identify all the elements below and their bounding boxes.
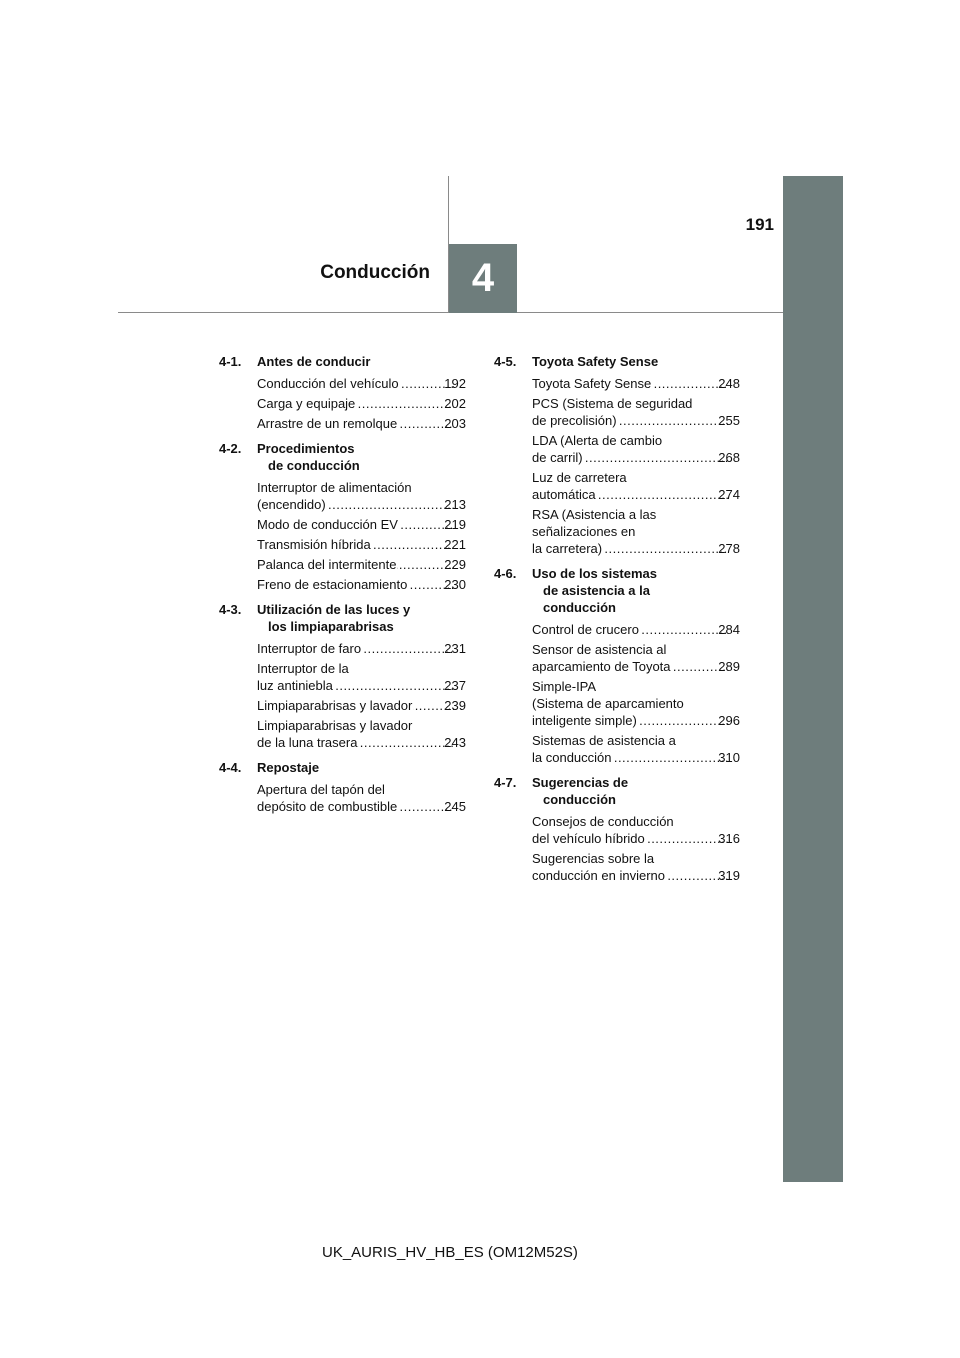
toc-entry-page: 192 — [444, 376, 466, 391]
toc-entry-text: automática — [532, 487, 596, 502]
toc-section — [219, 601, 466, 751]
toc-entry-text: PCS (Sistema de seguridad — [532, 396, 693, 411]
toc-entry-text: Consejos de conducción — [532, 814, 674, 829]
page-number: 191 — [745, 215, 774, 234]
toc-entry-text: Freno de estacionamiento — [257, 577, 408, 592]
toc-section-number: 4-4. — [219, 760, 242, 775]
toc-entry[interactable] — [257, 536, 466, 553]
toc-entry-text: Interruptor de la — [257, 661, 349, 676]
toc-entry-text: Sugerencias sobre la — [532, 851, 655, 866]
toc-entry-page: 319 — [718, 868, 740, 883]
toc-entry-text: inteligente simple) — [532, 713, 637, 728]
toc-entry-page: 278 — [718, 541, 740, 556]
toc-section-title: Utilización de las luces y los limpiaparabrisas — [257, 602, 411, 634]
toc-entry[interactable] — [257, 660, 466, 694]
toc-entry-page: 310 — [718, 750, 740, 765]
toc-section-number: 4-6. — [494, 566, 517, 581]
toc-dot-leader — [334, 677, 454, 694]
toc-entry-page: 237 — [444, 678, 466, 693]
toc-entry-text: Simple-IPA — [532, 679, 597, 694]
toc-section-number: 4-1. — [219, 354, 242, 369]
toc-entry-text: depósito de combustible — [257, 799, 398, 814]
toc-dot-leader — [640, 621, 728, 638]
toc-entry-text: conducción en invierno — [532, 868, 665, 883]
toc-dot-leader — [646, 830, 729, 847]
toc-entry[interactable] — [532, 678, 740, 729]
toc-entry[interactable] — [257, 516, 466, 533]
toc-entry-text: de la luna trasera — [257, 735, 358, 750]
toc-column-right — [494, 353, 740, 892]
toc-entry-text: Conducción del vehículo — [257, 376, 399, 391]
toc-entry[interactable] — [257, 375, 466, 392]
toc-section — [494, 774, 740, 884]
toc-dot-leader — [584, 449, 729, 466]
toc-entry-page: 239 — [444, 698, 466, 713]
toc-entry-text: (Sistema de aparcamiento — [532, 696, 684, 711]
toc-entry[interactable] — [532, 813, 740, 847]
toc-entry-text: de precolisión) — [532, 413, 617, 428]
toc-entry-page: 213 — [444, 497, 466, 512]
toc-section-heading[interactable] — [219, 353, 466, 370]
toc-dot-leader — [356, 395, 454, 412]
toc-entry[interactable] — [257, 479, 466, 513]
toc-entry-text: RSA (Asistencia a las — [532, 507, 657, 522]
toc-section-title: Sugerencias de conducción — [532, 775, 629, 807]
toc-entry[interactable] — [257, 415, 466, 432]
toc-entry[interactable] — [532, 641, 740, 675]
toc-entry-page: 296 — [718, 713, 740, 728]
toc-section — [219, 440, 466, 593]
toc-entry-text: señalizaciones en — [532, 524, 636, 539]
toc-entry-page: 316 — [718, 831, 740, 846]
toc-entry-page: 231 — [444, 641, 466, 656]
toc-entry[interactable] — [532, 850, 740, 884]
toc-dot-leader — [362, 640, 454, 657]
toc-entry-text: luz antiniebla — [257, 678, 333, 693]
toc-entry-text: LDA (Alerta de cambio — [532, 433, 663, 448]
toc-entry[interactable] — [532, 469, 740, 503]
toc-entry[interactable] — [257, 640, 466, 657]
toc-entry-page: 229 — [444, 557, 466, 572]
toc-section-heading[interactable] — [219, 440, 466, 474]
toc-entry-text: Palanca del intermitente — [257, 557, 397, 572]
chapter-number-box — [449, 244, 517, 313]
toc-dot-leader — [603, 540, 728, 557]
toc-entry[interactable] — [532, 506, 740, 557]
toc-entry[interactable] — [257, 556, 466, 573]
toc-section-heading[interactable] — [219, 601, 466, 635]
toc-entry-page: 284 — [718, 622, 740, 637]
toc-section-title: Toyota Safety Sense — [532, 354, 659, 369]
toc-section-heading[interactable] — [219, 759, 466, 776]
toc-section-title: Uso de los sistemas de asistencia a la conducción — [532, 566, 657, 615]
toc-entry-text: Sensor de asistencia al — [532, 642, 667, 657]
toc-section-heading[interactable] — [494, 353, 740, 370]
toc-entry[interactable] — [257, 717, 466, 751]
chapter-number: 4 — [471, 256, 495, 300]
toc-entry-page: 243 — [444, 735, 466, 750]
toc-entry[interactable] — [532, 621, 740, 638]
toc-entry-page: 221 — [444, 537, 466, 552]
toc-entry-text: (encendido) — [257, 497, 326, 512]
toc-column-left — [219, 353, 466, 823]
toc-entry-text: Carga y equipaje — [257, 396, 356, 411]
toc-entry-page: 219 — [444, 517, 466, 532]
toc-dot-leader — [618, 412, 729, 429]
toc-entry[interactable] — [257, 576, 466, 593]
chapter-title: Conducción — [320, 262, 430, 283]
toc-dot-leader — [597, 486, 729, 503]
toc-section-number: 4-2. — [219, 441, 242, 456]
toc-entry-text: Interruptor de faro — [257, 641, 362, 656]
toc-section-title: Repostaje — [257, 760, 320, 775]
toc-entry-text: la carretera) — [532, 541, 603, 556]
toc-entry-text: Limpiaparabrisas y lavador — [257, 698, 413, 713]
toc-dot-leader — [358, 734, 454, 751]
toc-entry-text: Control de crucero — [532, 622, 639, 637]
toc-entry-text: la conducción — [532, 750, 612, 765]
toc-entry[interactable] — [257, 395, 466, 412]
toc-entry-text: de carril) — [532, 450, 583, 465]
toc-section — [219, 759, 466, 815]
toc-entry-page: 274 — [718, 487, 740, 502]
toc-entry-page: 202 — [444, 396, 466, 411]
toc-entry-page: 255 — [718, 413, 740, 428]
toc-section — [494, 565, 740, 766]
toc-entry-page: 248 — [718, 376, 740, 391]
toc-entry-page: 230 — [444, 577, 466, 592]
document-footer: UK_AURIS_HV_HB_ES (OM12M52S) — [322, 1244, 578, 1261]
toc-entry-page: 268 — [718, 450, 740, 465]
toc-section-title: Procedimientos de conducción — [257, 441, 360, 473]
toc-entry-text: Apertura del tapón del — [257, 782, 385, 797]
toc-entry[interactable] — [532, 732, 740, 766]
toc-entry[interactable] — [257, 781, 466, 815]
toc-entry-text: Limpiaparabrisas y lavador — [257, 718, 413, 733]
toc-entry-text: Modo de conducción EV — [257, 517, 398, 532]
toc-section-number: 4-5. — [494, 354, 517, 369]
toc-entry-text: Luz de carretera — [532, 470, 627, 485]
toc-entry-page: 203 — [444, 416, 466, 431]
toc-entry-text: aparcamiento de Toyota — [532, 659, 671, 674]
toc-dot-leader — [652, 375, 728, 392]
toc-dot-leader — [638, 712, 729, 729]
chapter-side-tab — [783, 176, 843, 1182]
toc-section-title: Antes de conducir — [257, 354, 371, 369]
toc-entry-text: Toyota Safety Sense — [532, 376, 652, 391]
toc-section — [219, 353, 466, 432]
toc-entry[interactable] — [257, 697, 466, 714]
toc-entry-text: Interruptor de alimentación — [257, 480, 412, 495]
toc-section-number: 4-3. — [219, 602, 242, 617]
toc-dot-leader — [327, 496, 455, 513]
toc-dot-leader — [372, 536, 455, 553]
toc-section — [494, 353, 740, 557]
toc-entry-page: 289 — [718, 659, 740, 674]
toc-entry[interactable] — [532, 375, 740, 392]
toc-entry[interactable] — [532, 395, 740, 429]
toc-entry-page: 245 — [444, 799, 466, 814]
toc-section-heading[interactable] — [494, 774, 740, 808]
toc-dot-leader — [613, 749, 729, 766]
toc-section-heading[interactable] — [494, 565, 740, 616]
toc-entry-text: del vehículo híbrido — [532, 831, 645, 846]
toc-entry[interactable] — [532, 432, 740, 466]
toc-entry-text: Arrastre de un remolque — [257, 416, 398, 431]
toc-entry-text: Transmisión híbrida — [257, 537, 371, 552]
toc-entry-text: Sistemas de asistencia a — [532, 733, 676, 748]
toc-section-number: 4-7. — [494, 775, 517, 790]
